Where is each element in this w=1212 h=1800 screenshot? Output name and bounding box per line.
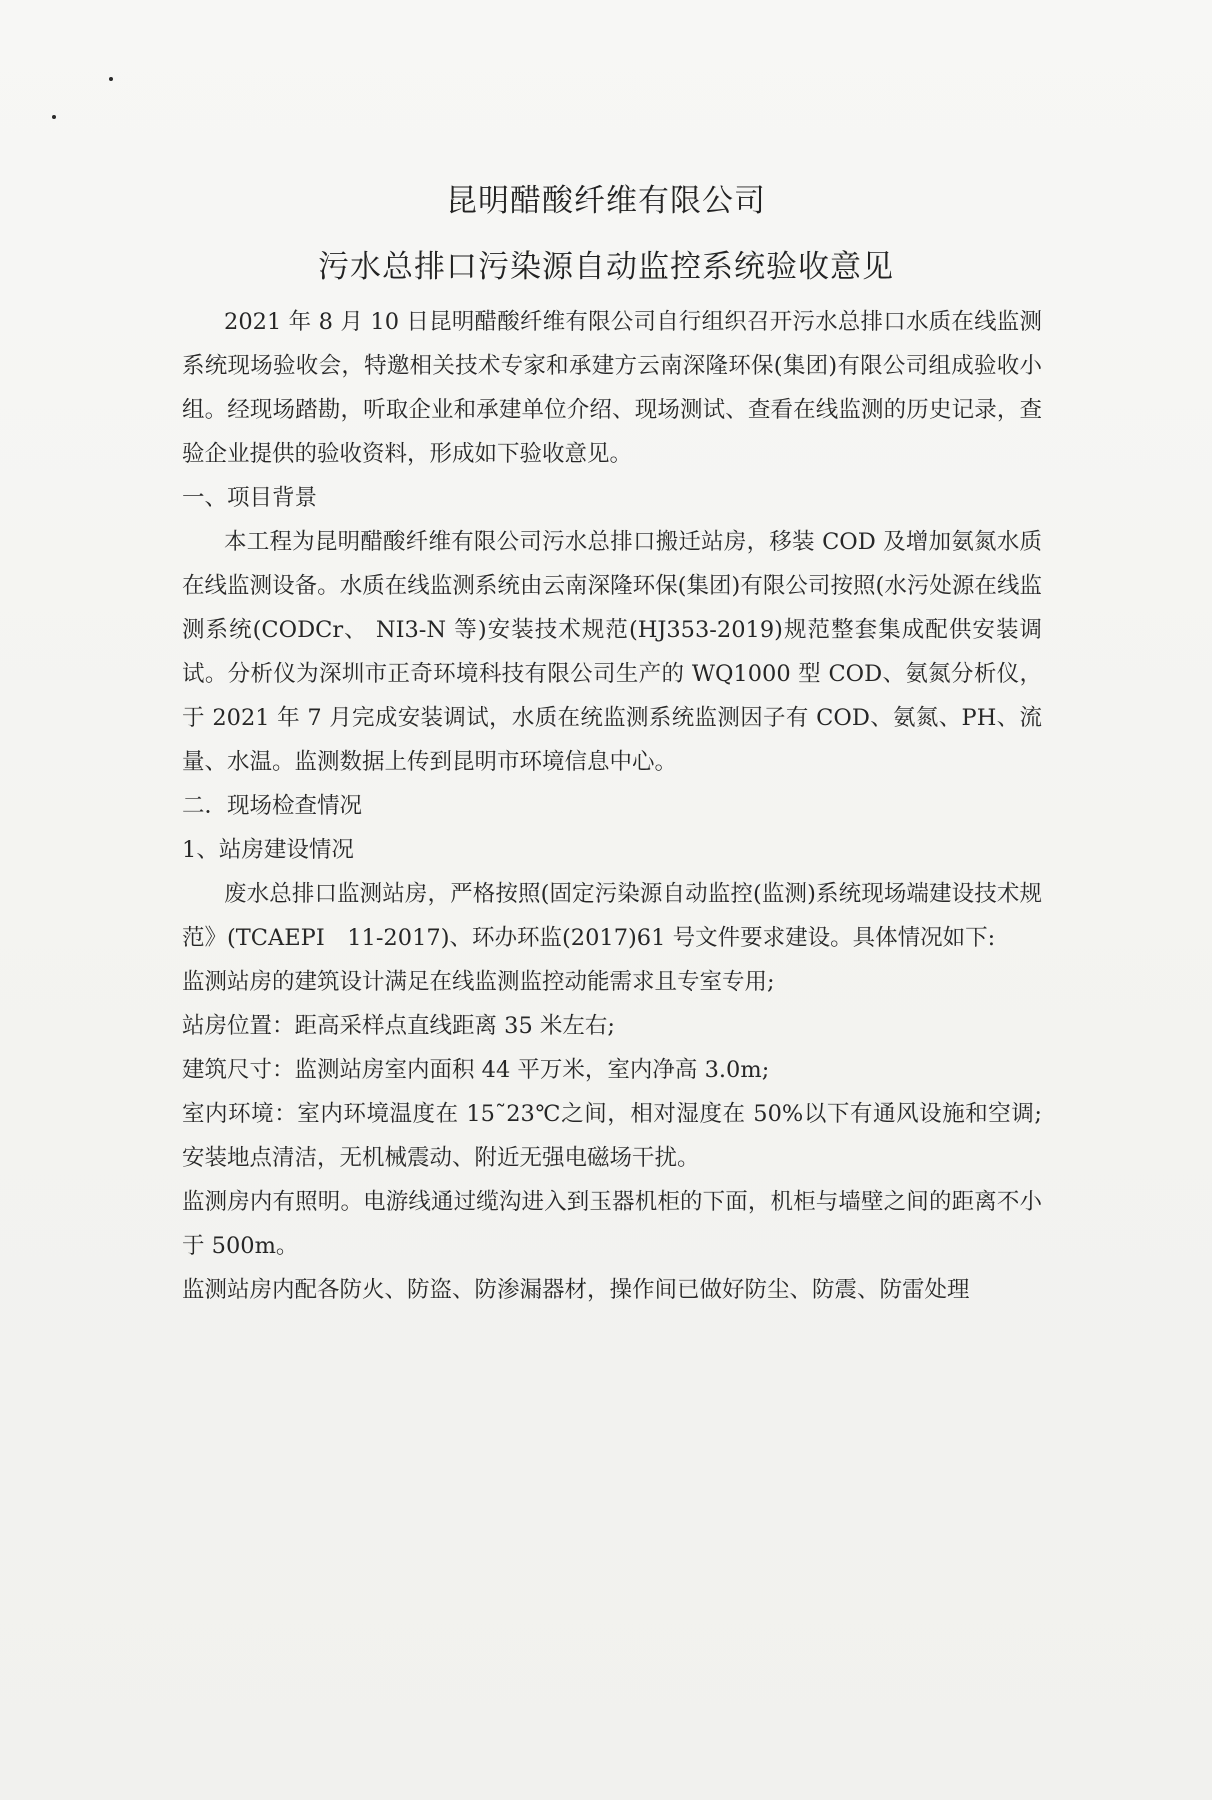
station-location-line: 站房位置：距高采样点直线距离 35 米左右; [182, 1013, 616, 1039]
safety-line: 监测站房内配各防火、防盗、防渗漏器材，操作间已做好防尘、防震、防雷处理 [182, 1277, 970, 1303]
section-heading-inspection: 二．现场检查情况 [182, 793, 363, 819]
station-paragraph: 废水总排口监测站房，严格按照(固定污染源自动监控(监测)系统现场端建设技术规范》(TCAEPI 11-2017)、环办环监(2017)61 号文件要求建设。具体情况如下: [182, 881, 1042, 951]
background-paragraph: 本工程为昆明醋酸纤维有限公司污水总排口搬迁站房，移装 COD 及增加氨氮水质在线监测设备。水质在线监测系统由云南深隆环保(集团)有限公司按照(水污处源在线监测系统(CODCr、 NI3-N 等)安装技术规范(HJ353-2019)规范整套集成配供安装调试。分析仪为深圳市正奇环境科技有限公司生产的 WQ1000 型 COD、氨氮分析仪，于 2021 年 7 月完成安装调试，水质在统监测系统监测因子有 COD、氨氮、PH、流量、水温。监测数据上传到昆明市环境信息中心。 [182, 529, 1042, 775]
company-title: 昆明醋酸纤维有限公司 [446, 183, 766, 219]
subsection-heading-station: 1、站房建设情况 [182, 837, 354, 863]
section-heading-background: 一、项目背景 [182, 485, 318, 511]
building-size-line: 建筑尺寸：监测站房室内面积 44 平万米，室内净高 3.0m; [182, 1057, 770, 1083]
intro-paragraph: 2021 年 8 月 10 日昆明醋酸纤维有限公司自行组织召开污水总排口水质在线监测系统现场验收会，特邀相关技术专家和承建方云南深隆环保(集团)有限公司组成验收小组。经现场踏勘，听取企业和承建单位介绍、现场测试、查看在线监测的历史记录，查验企业提供的验收资料，形成如下验收意见。 [182, 309, 1042, 467]
station-design-line: 监测站房的建筑设计满足在线监测监控动能需求且专室专用; [182, 969, 775, 995]
document-title: 污水总排口污染源自动监控系统验收意见 [318, 249, 894, 285]
lighting-line: 监测房内有照明。电游线通过缆沟进入到玉器机柜的下面，机柜与墙壁之间的距离不小于 500m。 [182, 1189, 1042, 1259]
scan-speck [52, 115, 56, 119]
scan-speck [109, 77, 113, 81]
indoor-environment-line: 室内环境：室内环境温度在 15˜23℃之间，相对湿度在 50%以下有通风设施和空调;安装地点清洁，无机械震动、附近无强电磁场干扰。 [182, 1101, 1042, 1171]
document-body [182, 300, 1042, 1312]
